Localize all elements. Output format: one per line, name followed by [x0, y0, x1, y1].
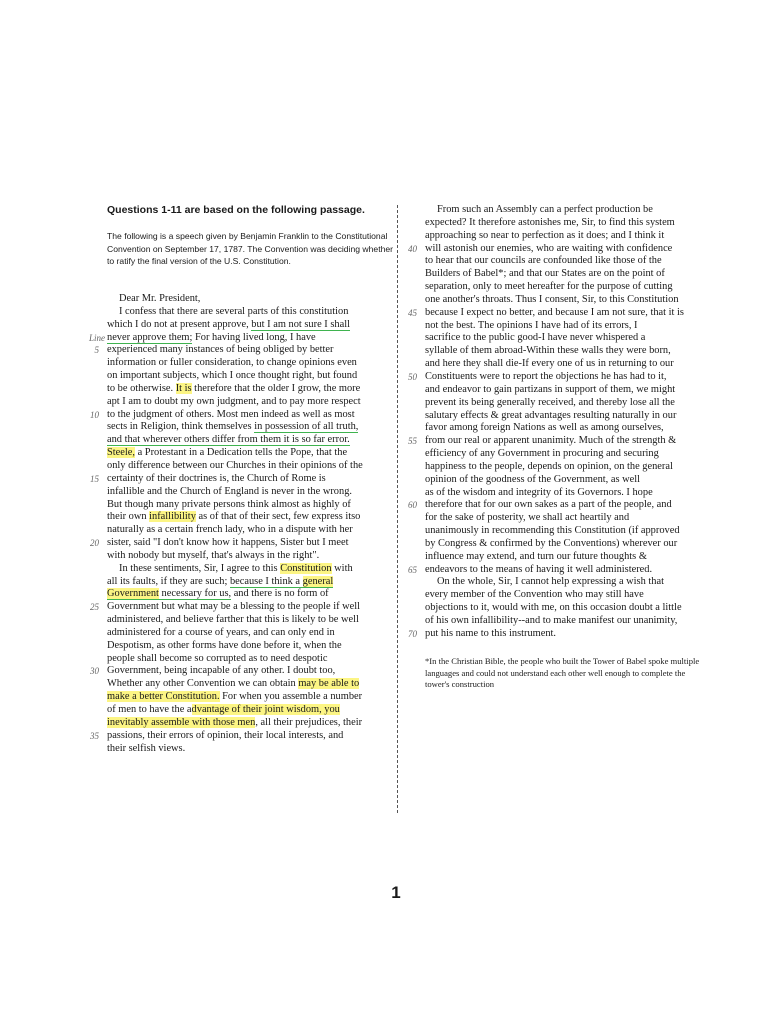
highlighted-text: It is — [175, 382, 192, 394]
passage-text: experienced many instances of being obliged by better — [107, 344, 334, 356]
passage-text: not the best. The opinions I have had of its errors, I — [425, 319, 638, 331]
passage-line — [425, 397, 715, 410]
passage-line — [425, 230, 715, 243]
line-number: 40 — [408, 243, 417, 254]
passage-line — [107, 653, 397, 666]
passage-line — [107, 640, 397, 653]
passage-text: of men to have the a — [107, 704, 192, 715]
passage-line — [425, 345, 715, 358]
passage-line — [425, 384, 715, 397]
passage-line — [408, 627, 715, 641]
passage-text: as of the wisdom and integrity of its Governors. I hope — [425, 486, 653, 498]
passage-line — [107, 460, 397, 473]
passage-text: for the sake of posterity, we shall act heartily and — [425, 512, 630, 524]
passage-text: administered for a course of years, and can only end in — [107, 626, 335, 638]
passage-text: and there is no form of — [231, 588, 329, 600]
passage-line — [408, 242, 715, 256]
passage-line — [107, 563, 397, 576]
passage-text: From such an Assembly can a perfect production be — [437, 204, 653, 215]
passage-line — [107, 704, 397, 717]
passage-text: unanimously in recommending this Constitution (if approved — [425, 525, 680, 537]
passage-line — [408, 499, 715, 512]
passage-line — [107, 486, 397, 499]
passage-text: therefore that for our own sakes as a part of the people, and — [425, 499, 672, 511]
page-number: 1 — [391, 883, 401, 902]
passage-text: one another's throats. Thus I consent, Sir, to this Constitution — [425, 293, 679, 305]
passage-text: naturally as a certain french lady, who in a dispute with her — [107, 524, 353, 536]
passage-line — [425, 332, 715, 345]
passage-line — [425, 525, 715, 538]
line-number: Line — [88, 332, 105, 343]
passage-text: influence may extend, and turn our future thoughts & — [425, 550, 647, 562]
underlined-text: and that wherever others differ from them it is so far error. — [107, 434, 350, 446]
passage-line — [425, 461, 715, 474]
underlined-text: but I am not sure I shall — [251, 318, 350, 330]
passage-text: information or fuller consideration, to change opinions even — [107, 357, 357, 369]
passage-line — [107, 396, 397, 409]
passage-line — [90, 665, 397, 678]
passage-line — [425, 589, 715, 602]
passage-text: administered, and believe farther that this is likely to be well — [107, 614, 359, 626]
passage-left-column — [88, 293, 397, 755]
passage-text: to the judgment of others. Most men indeed as well as most — [107, 408, 355, 420]
passage-line — [90, 472, 397, 486]
passage-line — [425, 268, 715, 281]
line-number: 30 — [90, 666, 99, 677]
passage-line — [107, 576, 397, 589]
passage-text: infallible and the Church of England is never in the wrong. — [107, 485, 352, 497]
passage-text: Government, being incapable of any other. I doubt too, — [107, 665, 336, 677]
footnote: *In the Christian Bible, the people who built the Tower of Babel spoke multiple languages and could not understand each other well enough to complete the tower's construction — [425, 656, 700, 689]
passage-line — [107, 691, 397, 704]
passage-line — [425, 422, 715, 435]
highlighted-text: dvantage of their joint wisdom, you — [191, 704, 340, 715]
passage-line — [425, 448, 715, 461]
passage-text: because I expect no better, and because I am not sure, that it is — [425, 306, 684, 318]
highlighted-text: Government — [107, 588, 159, 600]
line-number: 5 — [94, 345, 99, 356]
underlined-text: in possession of all truth, — [254, 421, 359, 433]
passage-line — [425, 512, 715, 525]
passage-text: and endeavor to gain partizans in support of them, we might — [425, 383, 676, 395]
passage-line — [408, 370, 715, 384]
passage-text: , all their prejudices, their — [255, 716, 363, 728]
passage-line — [107, 383, 397, 396]
passage-text: Government but what may be a blessing to the people if well — [107, 601, 361, 613]
passage-text: opinion of the goodness of the Government, as well — [425, 473, 640, 485]
passage-line — [408, 306, 715, 320]
passage-text: by Congress & confirmed by the Conventions) wherever our — [425, 537, 678, 549]
passage-line — [107, 550, 397, 563]
passage-text: from our real or apparent unanimity. Much of the strength & — [425, 435, 677, 447]
passage-text: people shall become so corrupted as to need despotic — [107, 652, 328, 664]
passage-line — [90, 537, 397, 550]
passage-line — [88, 331, 397, 345]
highlighted-text: may be able to — [298, 678, 360, 690]
line-number: 15 — [90, 473, 99, 484]
passage-text: and here they shall die-If every one of us in returning to our — [425, 358, 674, 370]
passage-text: But though many private persons think almost as highly of — [107, 498, 351, 510]
passage-text: syllable of them abroad-Within these walls they were born, — [425, 345, 671, 357]
highlighted-text: make a better Constitution. — [107, 691, 220, 703]
passage-text: For when you assemble a number — [219, 691, 363, 703]
passage-text: objections to it, would with me, on this occasion doubt a little — [425, 602, 682, 614]
passage-text: therefore that the older I grow, the more — [191, 382, 361, 394]
underlined-text: because I think a — [229, 575, 303, 587]
passage-line — [425, 615, 715, 628]
passage-intro: The following is a speech given by Benjamin Franklin to the Constitutional Convention on September 17, 1787. The Convention was deciding whether to ratify the final version of the U.S. Constitution. — [107, 231, 394, 266]
highlighted-text: Steele, — [107, 447, 135, 459]
passage-text: approaching so near to perfection as it does; and I think it — [425, 229, 665, 241]
passage-line — [425, 358, 715, 371]
passage-line — [107, 421, 397, 434]
passage-text: Whether any other Convention we can obtain — [107, 678, 299, 690]
passage-line — [107, 357, 397, 370]
underlined-text: necessary for us, — [158, 588, 232, 600]
passage-text: to be otherwise. — [107, 382, 176, 394]
passage-text: sacrifice to the public good-I have never whispered a — [425, 332, 646, 344]
passage-text: a Protestant in a Dedication tells the Pope, that the — [135, 447, 348, 459]
passage-text: every member of the Convention who may still have — [425, 589, 644, 601]
passage-text: only difference between our Churches in their opinions of the — [107, 459, 363, 471]
passage-text: Dear Mr. President, — [119, 293, 201, 304]
line-number: 50 — [408, 371, 417, 382]
passage-line — [90, 601, 397, 614]
passage-line — [425, 217, 715, 230]
passage-line — [107, 743, 397, 756]
passage-text: will astonish our enemies, who are waiting with confidence — [425, 242, 673, 254]
passage-line — [425, 538, 715, 551]
passage-text: passions, their errors of opinion, their local interests, and — [107, 729, 344, 741]
passage-line — [107, 717, 397, 730]
highlighted-text: Constitution — [280, 562, 332, 574]
passage-line — [425, 320, 715, 333]
passage-text: expected? It therefore astonishes me, Sir, to find this system — [425, 216, 675, 228]
passage-text: which I do not at present approve, — [107, 318, 252, 330]
passage-text: sister, said "I don't know how it happens, Sister but I meet — [107, 537, 349, 549]
passage-text: certainty of their doctrines is, the Church of Rome is — [107, 472, 326, 484]
passage-text: Builders of Babel*; and that our States are on the point of — [425, 268, 665, 280]
passage-text: favor among foreign Nations as well as among ourselves, — [425, 422, 664, 434]
passage-line — [90, 729, 397, 743]
passage-line — [408, 563, 715, 577]
passage-text: endeavors to the means of having it well administered. — [425, 563, 653, 575]
passage-text: to hear that our councils are confounded like those of the — [425, 255, 662, 267]
passage-line — [107, 588, 397, 601]
passage-text: separation, only to meet hereafter for the purpose of cutting — [425, 281, 673, 293]
passage-text: their selfish views. — [107, 742, 186, 754]
line-number: 65 — [408, 564, 417, 575]
passage-text: Despotism, as other forms have done before it, when the — [107, 639, 342, 651]
passage-line — [425, 255, 715, 268]
passage-line — [107, 511, 397, 524]
passage-text: apt I am to doubt my own judgment, and to pay more respect — [107, 395, 361, 407]
passage-line — [425, 576, 715, 589]
line-number: 45 — [408, 307, 417, 318]
line-number: 70 — [408, 628, 417, 639]
passage-text: all its faults, if they are such; — [107, 575, 230, 587]
passage-line — [107, 524, 397, 537]
passage-heading: Questions 1-11 are based on the following passage. — [107, 204, 365, 216]
line-number: 25 — [90, 602, 99, 613]
passage-text: For having lived long, I have — [192, 331, 316, 343]
passage-line — [107, 627, 397, 640]
line-number: 10 — [90, 409, 99, 420]
line-number: 20 — [90, 538, 99, 549]
passage-line — [425, 602, 715, 615]
passage-text: their own — [107, 511, 150, 523]
passage-line — [90, 408, 397, 422]
passage-line — [425, 551, 715, 564]
passage-text: put his name to this instrument. — [425, 627, 557, 639]
passage-line — [107, 293, 397, 306]
passage-line — [107, 678, 397, 691]
line-number: 35 — [90, 730, 99, 741]
passage-text: with — [331, 562, 353, 574]
highlighted-text: inevitably assemble with those men — [107, 716, 256, 728]
passage-text: salutary effects & great advantages resulting naturally in our — [425, 409, 677, 421]
passage-line — [107, 614, 397, 627]
passage-line — [94, 344, 397, 357]
passage-line — [107, 319, 397, 332]
passage-line — [107, 434, 397, 447]
line-number: 55 — [408, 436, 417, 447]
passage-text: as of that of their sect, few express itso — [195, 511, 361, 523]
passage-text: sects in Religion, think themselves — [107, 421, 255, 433]
passage-line — [425, 410, 715, 423]
line-number: 60 — [408, 500, 417, 511]
passage-text: happiness to the people, depends on opinion, on the general — [425, 460, 673, 472]
highlighted-text: general — [302, 575, 334, 587]
passage-text: on important subjects, which I once thought right, but found — [107, 370, 358, 382]
passage-right-column — [408, 204, 715, 641]
passage-text: On the whole, Sir, I cannot help expressing a wish that — [437, 576, 664, 588]
passage-text: In these sentiments, Sir, I agree to this — [119, 562, 281, 574]
highlighted-text: infallibility — [149, 511, 196, 523]
passage-text: of his own infallibility--and to make manifest our unanimity, — [425, 615, 678, 626]
passage-text: I confess that there are several parts of this constitution — [119, 305, 349, 317]
passage-line — [425, 204, 715, 217]
passage-line — [107, 447, 397, 460]
passage-line — [425, 474, 715, 487]
passage-line — [107, 370, 397, 383]
passage-line — [107, 499, 397, 512]
passage-text: Constituents were to report the objections he has had to it, — [425, 370, 667, 382]
passage-line — [408, 435, 715, 448]
passage-line — [425, 487, 715, 500]
passage-line — [425, 281, 715, 294]
passage-text: with nobody but myself, that's always in the right". — [107, 549, 320, 561]
passage-text: prevent its being generally received, and thereby lose all the — [425, 396, 675, 408]
passage-line — [107, 306, 397, 319]
passage-text: efficiency of any Government in procuring and securing — [425, 448, 659, 460]
passage-line — [425, 294, 715, 307]
underlined-text: never approve them; — [107, 331, 193, 343]
